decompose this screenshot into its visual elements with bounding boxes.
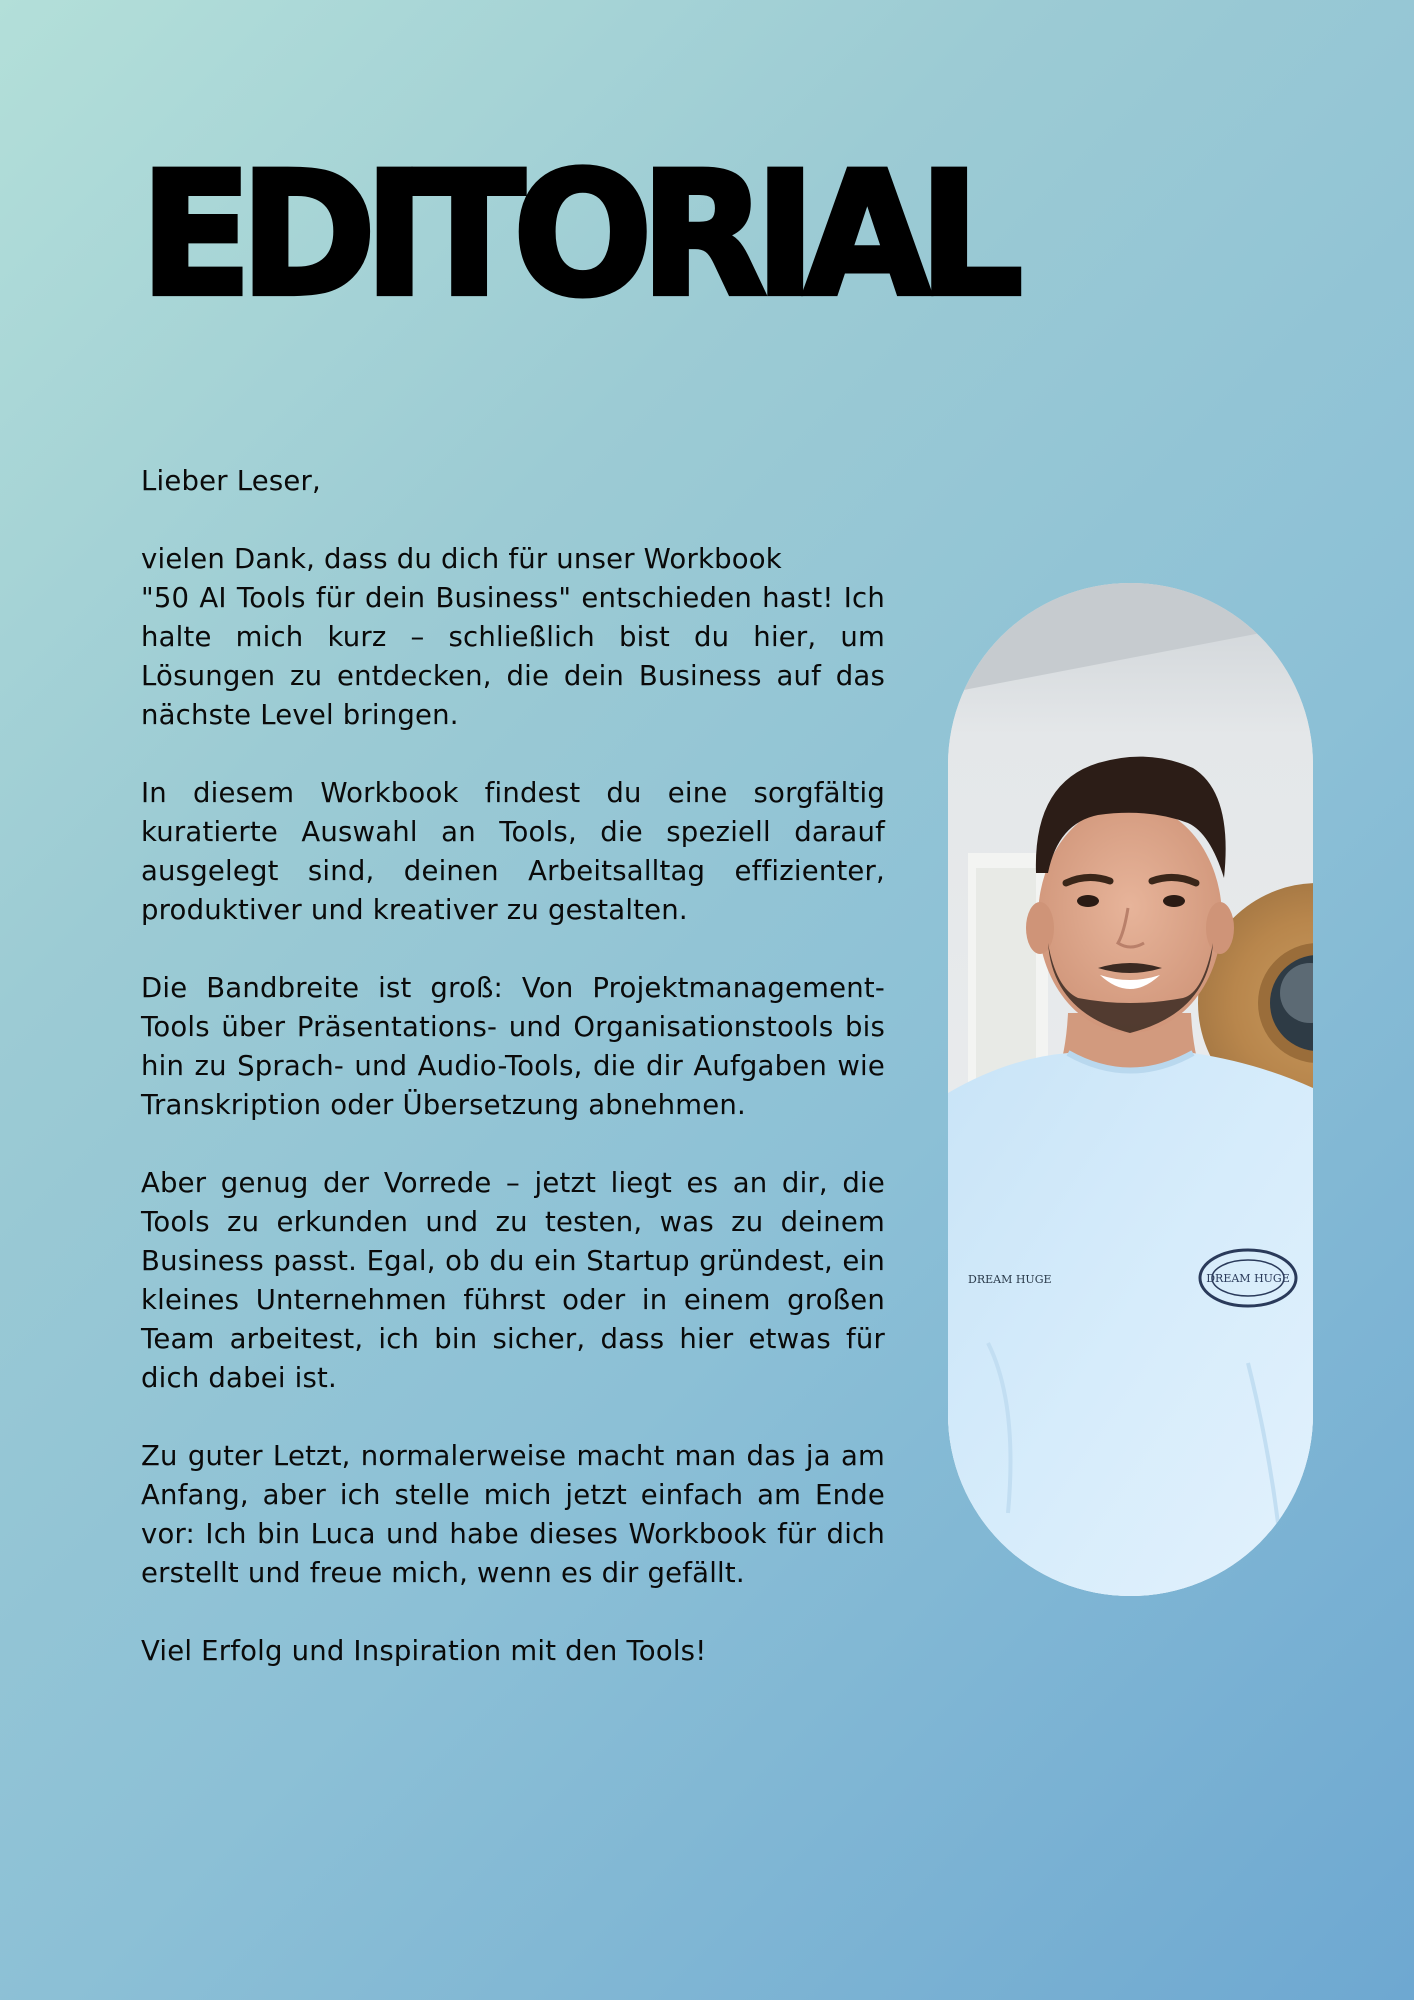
editorial-letter xyxy=(141,462,885,1710)
left-ear xyxy=(1026,902,1054,954)
paragraph-intro-rest: "50 AI Tools für dein Business" entschieden hast! Ich halte mich kurz – schließlich bist du hier, um Lösungen zu entdecken, die dein Business auf das nächste Level bringen. xyxy=(141,582,885,731)
portrait-illustration xyxy=(948,583,1313,1596)
arm-shadow xyxy=(1288,1483,1313,1596)
author-portrait xyxy=(948,583,1313,1596)
closing-line: Viel Erfolg und Inspiration mit den Tools! xyxy=(141,1635,707,1667)
paragraph-intro xyxy=(141,540,885,735)
paragraph-explore: Aber genug der Vorrede – jetzt liegt es an dir, die Tools zu erkunden und zu testen, was zu deinem Business passt. Egal, ob du ein Startup gründest, ein kleines Unternehmen führst oder in einem großen Team arbeitest, ich bin sicher, dass hier etwas für dich dabei ist. xyxy=(141,1167,885,1394)
paragraph-range: Die Bandbreite ist groß: Von Projektmanagement-Tools über Präsentations- und Organisationstools bis hin zu Sprach- und Audio-Tools, die dir Aufgaben wie Transkription oder Übersetzung abnehmen. xyxy=(141,972,885,1121)
paragraph-intro-line1: vielen Dank, dass du dich für unser Workbook xyxy=(141,543,782,575)
paragraph-workbook: In diesem Workbook findest du eine sorgfältig kuratierte Auswahl an Tools, die speziell darauf ausgelegt sind, deinen Arbeitsalltag effizienter, produktiver und kreativer zu gestalten. xyxy=(141,777,885,926)
shirt-print-text: DREAM HUGE xyxy=(968,1273,1052,1286)
t-shirt xyxy=(948,1053,1313,1596)
badge-text: DREAM HUGE xyxy=(1206,1272,1290,1285)
left-eye xyxy=(1077,895,1099,907)
face xyxy=(1038,803,1222,1033)
right-ear xyxy=(1206,902,1234,954)
greeting: Lieber Leser, xyxy=(141,465,321,497)
page-title: EDITORIAL xyxy=(140,135,1012,335)
right-eye xyxy=(1163,895,1185,907)
paragraph-introduction: Zu guter Letzt, normalerweise macht man das ja am Anfang, aber ich stelle mich jetzt einfach am Ende vor: Ich bin Luca und habe dieses Workbook für dich erstellt und freue mich, wenn es dir gefällt. xyxy=(141,1440,885,1589)
